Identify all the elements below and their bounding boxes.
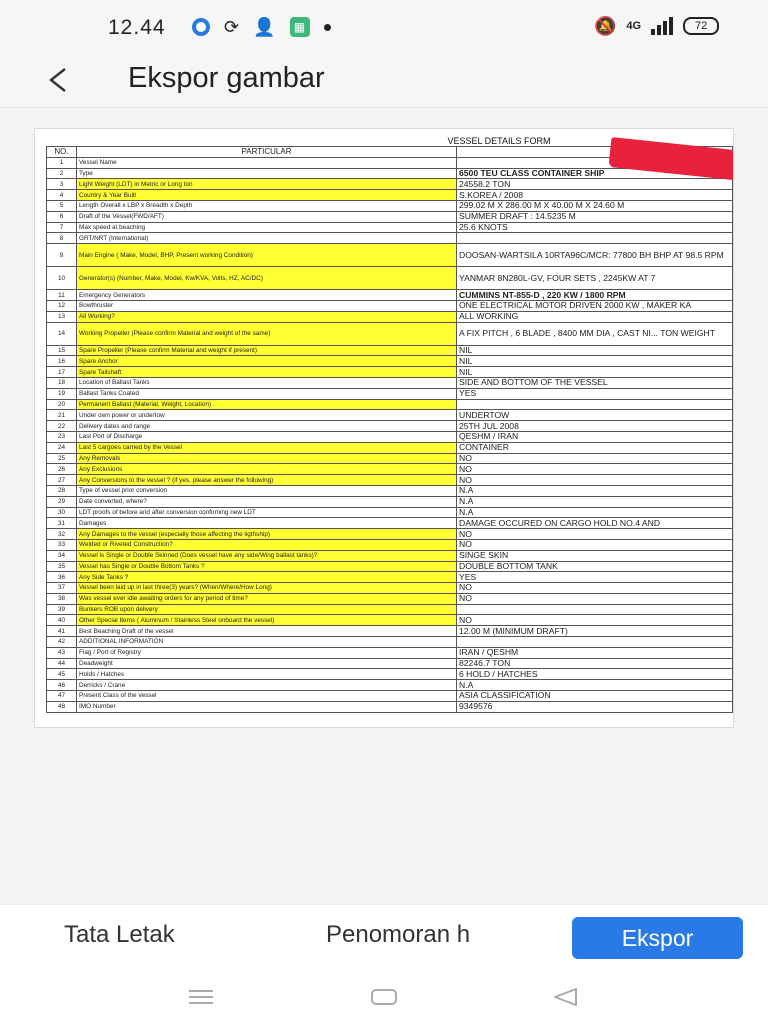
row-number: 48 [47,701,77,712]
value-cell: 25TH JUL 2008 [457,421,733,432]
vessel-details-table [46,146,733,713]
particular-cell: Derricks / Crane [77,680,457,691]
particular-cell: Type of vessel prior conversion [77,485,457,496]
particular-cell: Type [77,168,457,179]
row-number: 28 [47,485,77,496]
recent-apps-button[interactable] [186,984,216,1010]
row-number: 3 [47,179,77,190]
table-row [47,485,733,496]
row-number: 8 [47,233,77,244]
particular-cell: All Working? [77,311,457,322]
table-row [47,680,733,691]
particular-cell: Vessel is Single or Double Skinned (Does vessel have any side/Wing ballast tanks)? [77,550,457,561]
value-cell: NO [457,453,733,464]
value-cell: 25.6 KNOTS [457,222,733,233]
particular-cell: Ballast Tanks Coated [77,388,457,399]
table-row [47,290,733,301]
value-cell: SIDE AND BOTTOM OF THE VESSEL [457,377,733,388]
table-row [47,267,733,290]
row-number: 45 [47,669,77,680]
row-number: 26 [47,464,77,475]
row-number: 21 [47,410,77,421]
table-row [47,496,733,507]
table-row [47,593,733,604]
value-cell: S.KOREA / 2008 [457,190,733,201]
value-cell: 12.00 M (MINIMUM DRAFT) [457,626,733,637]
row-number: 36 [47,572,77,583]
table-row [47,464,733,475]
table-row [47,200,733,211]
home-button[interactable] [369,984,399,1010]
table-row [47,388,733,399]
particular-cell: Spare Propeller (Please confirm Material and weight if present) [77,345,457,356]
table-row [47,637,733,648]
value-cell: N.A [457,496,733,507]
table-row [47,561,733,572]
table-row [47,475,733,486]
row-number: 44 [47,658,77,669]
row-number: 25 [47,453,77,464]
table-row [47,539,733,550]
particular-cell: Bowthruster [77,300,457,311]
value-cell: N.A [457,680,733,691]
value-cell: DOUBLE BOTTOM TANK [457,561,733,572]
table-row [47,300,733,311]
row-number: 24 [47,442,77,453]
row-number: 32 [47,529,77,540]
row-number: 38 [47,593,77,604]
particular-cell: Any Removals [77,453,457,464]
particular-cell: Any Conversions to the vessel ? (if yes, please answer the following) [77,475,457,486]
value-cell: SINGE SKIN [457,550,733,561]
notification-icons [192,17,331,37]
value-cell: ASIA CLASSIFICATION [457,691,733,702]
row-number: 5 [47,200,77,211]
value-cell: 6500 TEU CLASS CONTAINER SHIP [457,168,733,179]
particular-cell: Working Propeller (Please confirm Material and weight of the same) [77,322,457,345]
value-cell: DAMAGE OCCURED ON CARGO HOLD NO.4 AND [457,518,733,529]
row-number: 47 [47,691,77,702]
row-number: 29 [47,496,77,507]
particular-cell: Emergency Generators [77,290,457,301]
value-cell: N.A [457,485,733,496]
value-cell: ONE ELECTRICAL MOTOR DRIVEN 2000 KW , MAKER KA [457,300,733,311]
table-row [47,244,733,267]
system-navigation-bar [0,972,768,1024]
particular-cell: IMO Number [77,701,457,712]
status-time: 12.44 [108,16,166,39]
row-number: 17 [47,367,77,378]
particular-cell: Spare Anchor [77,356,457,367]
page-numbering-tab[interactable]: Penomoran h [326,921,471,948]
value-cell: IRAN / QESHM [457,647,733,658]
row-number: 11 [47,290,77,301]
table-row [47,701,733,712]
status-bar [0,0,768,56]
value-cell: YES [457,388,733,399]
row-number: 42 [47,637,77,648]
particular-cell: LDT proofs of before and after conversion confirming new LDT [77,507,457,518]
value-cell: NO [457,464,733,475]
row-number: 2 [47,168,77,179]
layout-tab[interactable]: Tata Letak [64,921,175,948]
row-number: 18 [47,377,77,388]
table-row [47,356,733,367]
row-number: 12 [47,300,77,311]
particular-cell: Holds / Hatches [77,669,457,680]
table-row [47,399,733,410]
table-row [47,222,733,233]
value-cell [457,604,733,615]
table-row [47,529,733,540]
row-number: 16 [47,356,77,367]
table-row [47,550,733,561]
particular-cell: Max speed at beaching [77,222,457,233]
row-number: 41 [47,626,77,637]
row-number: 31 [47,518,77,529]
value-cell: NO [457,593,733,604]
value-cell: A FIX PITCH , 6 BLADE , 8400 MM DIA , CAST NI... TON WEIGHT [457,322,733,345]
particular-cell: Deadweight [77,658,457,669]
particular-cell: Permanent Ballast (Material, Weight, Location) [77,399,457,410]
particular-cell: Main Engine ( Make, Model, BHP, Present working Condition) [77,244,457,267]
row-number: 40 [47,615,77,626]
network-type: 4G [626,20,642,32]
form-title: VESSEL DETAILS FORM [447,136,551,146]
table-row [47,190,733,201]
particular-cell: Flag / Port of Registry [77,647,457,658]
particular-cell: Any Exclusions [77,464,457,475]
value-cell: YES [457,572,733,583]
table-row [47,647,733,658]
particular-cell: Date converted, where? [77,496,457,507]
row-number: 6 [47,211,77,222]
particular-cell: Last Port of Discharge [77,431,457,442]
row-number: 20 [47,399,77,410]
table-row [47,691,733,702]
export-button[interactable]: Ekspor [572,917,743,959]
particular-cell: Other Special Items ( Aluminum / Stainless Steel onboard the vessel) [77,615,457,626]
table-row [47,311,733,322]
table-row [47,377,733,388]
value-cell: NO [457,539,733,550]
particular-cell: ADDITIONAL INFORMATION [77,637,457,648]
signal-icon [651,17,673,35]
battery-icon: 72 [683,17,719,35]
table-row [47,211,733,222]
page-title: Ekspor gambar [128,62,325,94]
value-cell: YANMAR 8N280L-GV, FOUR SETS , 2245KW AT 7 [457,267,733,290]
row-number: 43 [47,647,77,658]
home-icon [370,988,398,1006]
system-icons [594,16,719,36]
particular-cell: Length Overall x LBP x Breadth x Depth [77,200,457,211]
table-row [47,658,733,669]
row-number: 33 [47,539,77,550]
menu-icon [187,989,215,1005]
silent-mode-icon: 🔕 [594,16,617,36]
value-cell: DOOSAN-WARTSILA 10RTA96C/MCR: 77800 BH BHP AT 98.5 RPM [457,244,733,267]
table-row [47,572,733,583]
row-number: 7 [47,222,77,233]
particular-cell: Vessel Name [77,157,457,168]
column-header-no: NO. [47,147,77,158]
particular-cell: Generator(s) (Number, Make, Model, Kw/KVA, Volts, HZ, AC/DC) [77,267,457,290]
value-cell: QESHM / IRAN [457,431,733,442]
table-row [47,421,733,432]
table-row [47,410,733,421]
particular-cell: GRT/NRT (International) [77,233,457,244]
value-cell: 299.02 M X 286.00 M X 40.00 M X 24.60 M [457,200,733,211]
table-row [47,507,733,518]
particular-cell: Delivery dates and range [77,421,457,432]
particular-cell: Best Beaching Draft of the vessel [77,626,457,637]
table-row [47,179,733,190]
value-cell: 82246.7 TON [457,658,733,669]
value-cell: NO [457,529,733,540]
value-cell: UNDERTOW [457,410,733,421]
row-number: 23 [47,431,77,442]
value-cell: 24558.2 TON [457,179,733,190]
table-row [47,453,733,464]
column-header-particular: PARTICULAR [77,147,457,158]
particular-cell: Vessel been laid up in last three(3) years? (When/Where/How Long) [77,583,457,594]
particular-cell: Location of Ballast Tanks [77,377,457,388]
row-number: 19 [47,388,77,399]
back-arrow-icon [47,67,69,93]
particular-cell: Under own power or undertow [77,410,457,421]
more-notifications-icon [324,24,331,31]
row-number: 37 [47,583,77,594]
value-cell [457,399,733,410]
export-preview-area [0,108,768,904]
particular-cell: Damages [77,518,457,529]
row-number: 27 [47,475,77,486]
row-number: 14 [47,322,77,345]
app-header [0,56,768,108]
value-cell: NO [457,583,733,594]
row-number: 9 [47,244,77,267]
value-cell: NO [457,475,733,486]
row-number: 10 [47,267,77,290]
row-number: 4 [47,190,77,201]
table-row [47,583,733,594]
particular-cell: Welded or Riveted Construction? [77,539,457,550]
value-cell [457,637,733,648]
particular-cell: Last 5 cargoes carried by the Vessel [77,442,457,453]
particular-cell: Was vessel ever idle awaiting orders for any period of time? [77,593,457,604]
table-row [47,367,733,378]
row-number: 30 [47,507,77,518]
calendar-icon: ▦ [290,17,310,37]
table-row [47,233,733,244]
row-number: 35 [47,561,77,572]
particular-cell: Any Damages to the vessel (especially those affecting the ligthship) [77,529,457,540]
table-body [47,157,733,712]
back-button[interactable] [40,62,76,98]
row-number: 39 [47,604,77,615]
sync-icon: ⟳ [224,17,240,37]
value-cell: NIL [457,367,733,378]
table-row [47,669,733,680]
nav-back-button[interactable] [551,984,581,1010]
row-number: 34 [47,550,77,561]
value-cell: N.A [457,507,733,518]
row-number: 1 [47,157,77,168]
particular-cell: Present Class of the vessel [77,691,457,702]
table-row [47,615,733,626]
app-notification-icon [192,18,210,36]
table-row [47,322,733,345]
value-cell: CUMMINS NT-855-D , 220 KW / 1800 RPM [457,290,733,301]
table-row [47,604,733,615]
row-number: 22 [47,421,77,432]
table-row [47,345,733,356]
document-preview[interactable] [34,128,734,728]
particular-cell: Vessel has Single or Double Bottom Tanks ? [77,561,457,572]
value-cell: NIL [457,356,733,367]
value-cell: NO [457,615,733,626]
particular-cell: Light Weight (LDT) in Metric or Long ton [77,179,457,190]
particular-cell: Spare Tailshaft [77,367,457,378]
row-number: 13 [47,311,77,322]
table-row [47,626,733,637]
particular-cell: Country & Year Built [77,190,457,201]
value-cell: SUMMER DRAFT : 14.5235 M [457,211,733,222]
table-row [47,168,733,179]
value-cell: ALL WORKING [457,311,733,322]
value-cell: 9349576 [457,701,733,712]
value-cell: 6 HOLD / HATCHES [457,669,733,680]
table-row [47,431,733,442]
nav-back-icon [552,987,580,1007]
table-row [47,442,733,453]
value-cell: NIL [457,345,733,356]
particular-cell: Bunkers ROB upon delivery [77,604,457,615]
value-cell: CONTAINER [457,442,733,453]
particular-cell: Draft of the Vessel(FWD/AFT) [77,211,457,222]
value-cell [457,233,733,244]
bottom-action-bar [0,904,768,972]
table-row [47,518,733,529]
row-number: 46 [47,680,77,691]
particular-cell: Any Side Tanks ? [77,572,457,583]
person-add-icon: 👤 [253,17,276,37]
row-number: 15 [47,345,77,356]
